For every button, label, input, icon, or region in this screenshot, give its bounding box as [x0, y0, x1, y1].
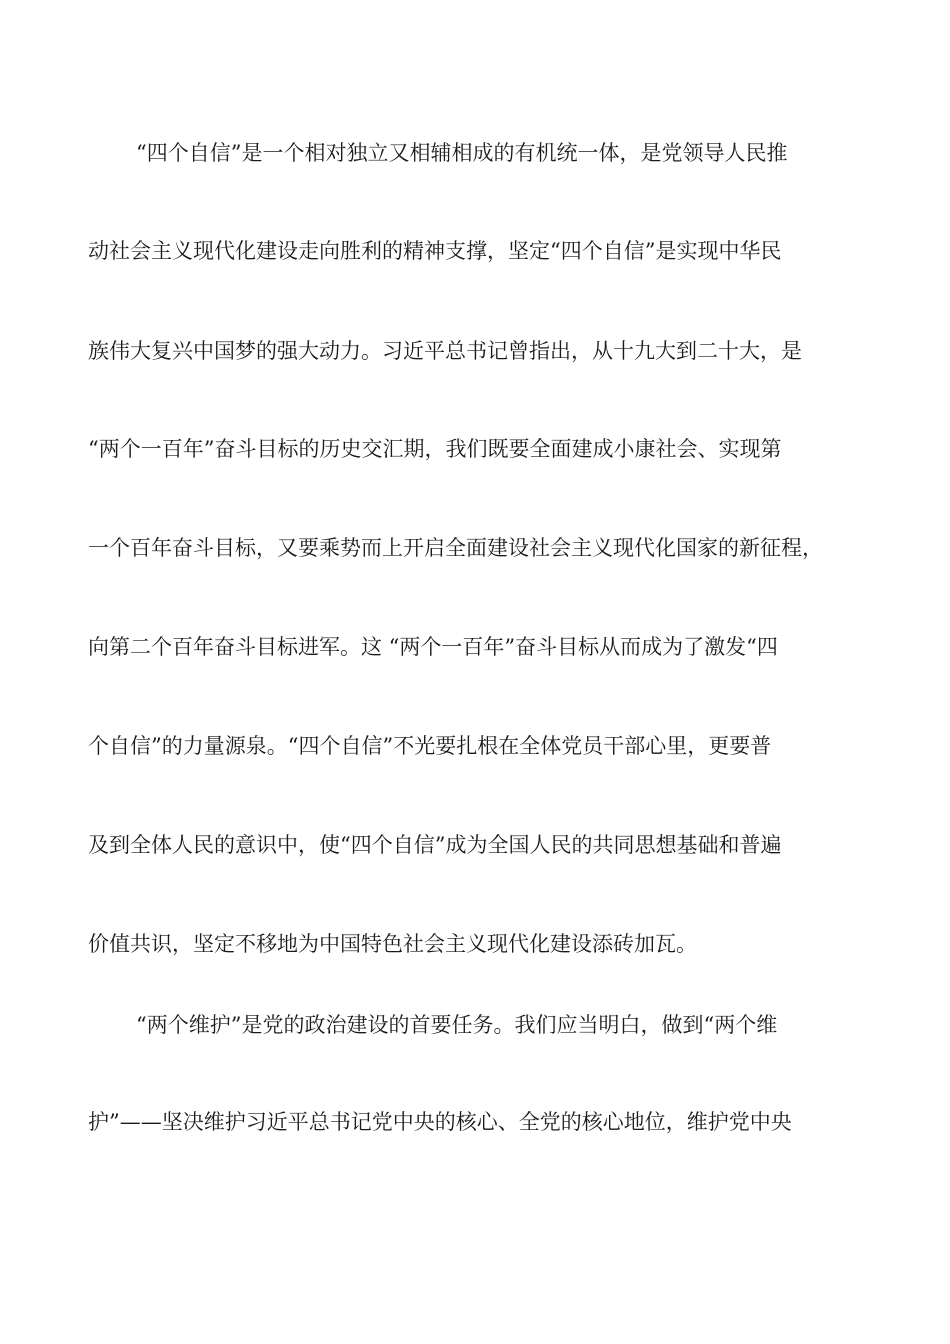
- text-line: 个自信”的力量源泉。“四个自信”不光要扎根在全体党员干部心里，更要普: [88, 734, 772, 758]
- text-line: “四个自信”是一个相对独立又相辅相成的有机统一体，是党领导人民推: [136, 141, 788, 165]
- text-line: 族伟大复兴中国梦的强大动力。习近平总书记曾指出，从十九大到二十大，是: [88, 339, 802, 363]
- text-line: 及到全体人民的意识中，使“四个自信”成为全国人民的共同思想基础和普遍: [88, 833, 782, 857]
- text-line: “两个维护”是党的政治建设的首要任务。我们应当明白，做到“两个维: [136, 1013, 778, 1037]
- text-line: 向第二个百年奋斗目标进军。这 “两个一百年”奋斗目标从而成为了激发“四: [88, 635, 778, 659]
- text-line: 动社会主义现代化建设走向胜利的精神支撑，坚定“四个自信”是实现中华民: [88, 239, 782, 263]
- text-line: “两个一百年”奋斗目标的历史交汇期，我们既要全面建成小康社会、实现第: [88, 437, 782, 461]
- text-line: 价值共识，坚定不移地为中国特色社会主义现代化建设添砖加瓦。: [88, 932, 697, 956]
- text-line: 一个百年奋斗目标，又要乘势而上开启全面建设社会主义现代化国家的新征程，: [88, 536, 823, 560]
- text-line: 护”——坚决维护习近平总书记党中央的核心、全党的核心地位，维护党中央: [88, 1110, 792, 1134]
